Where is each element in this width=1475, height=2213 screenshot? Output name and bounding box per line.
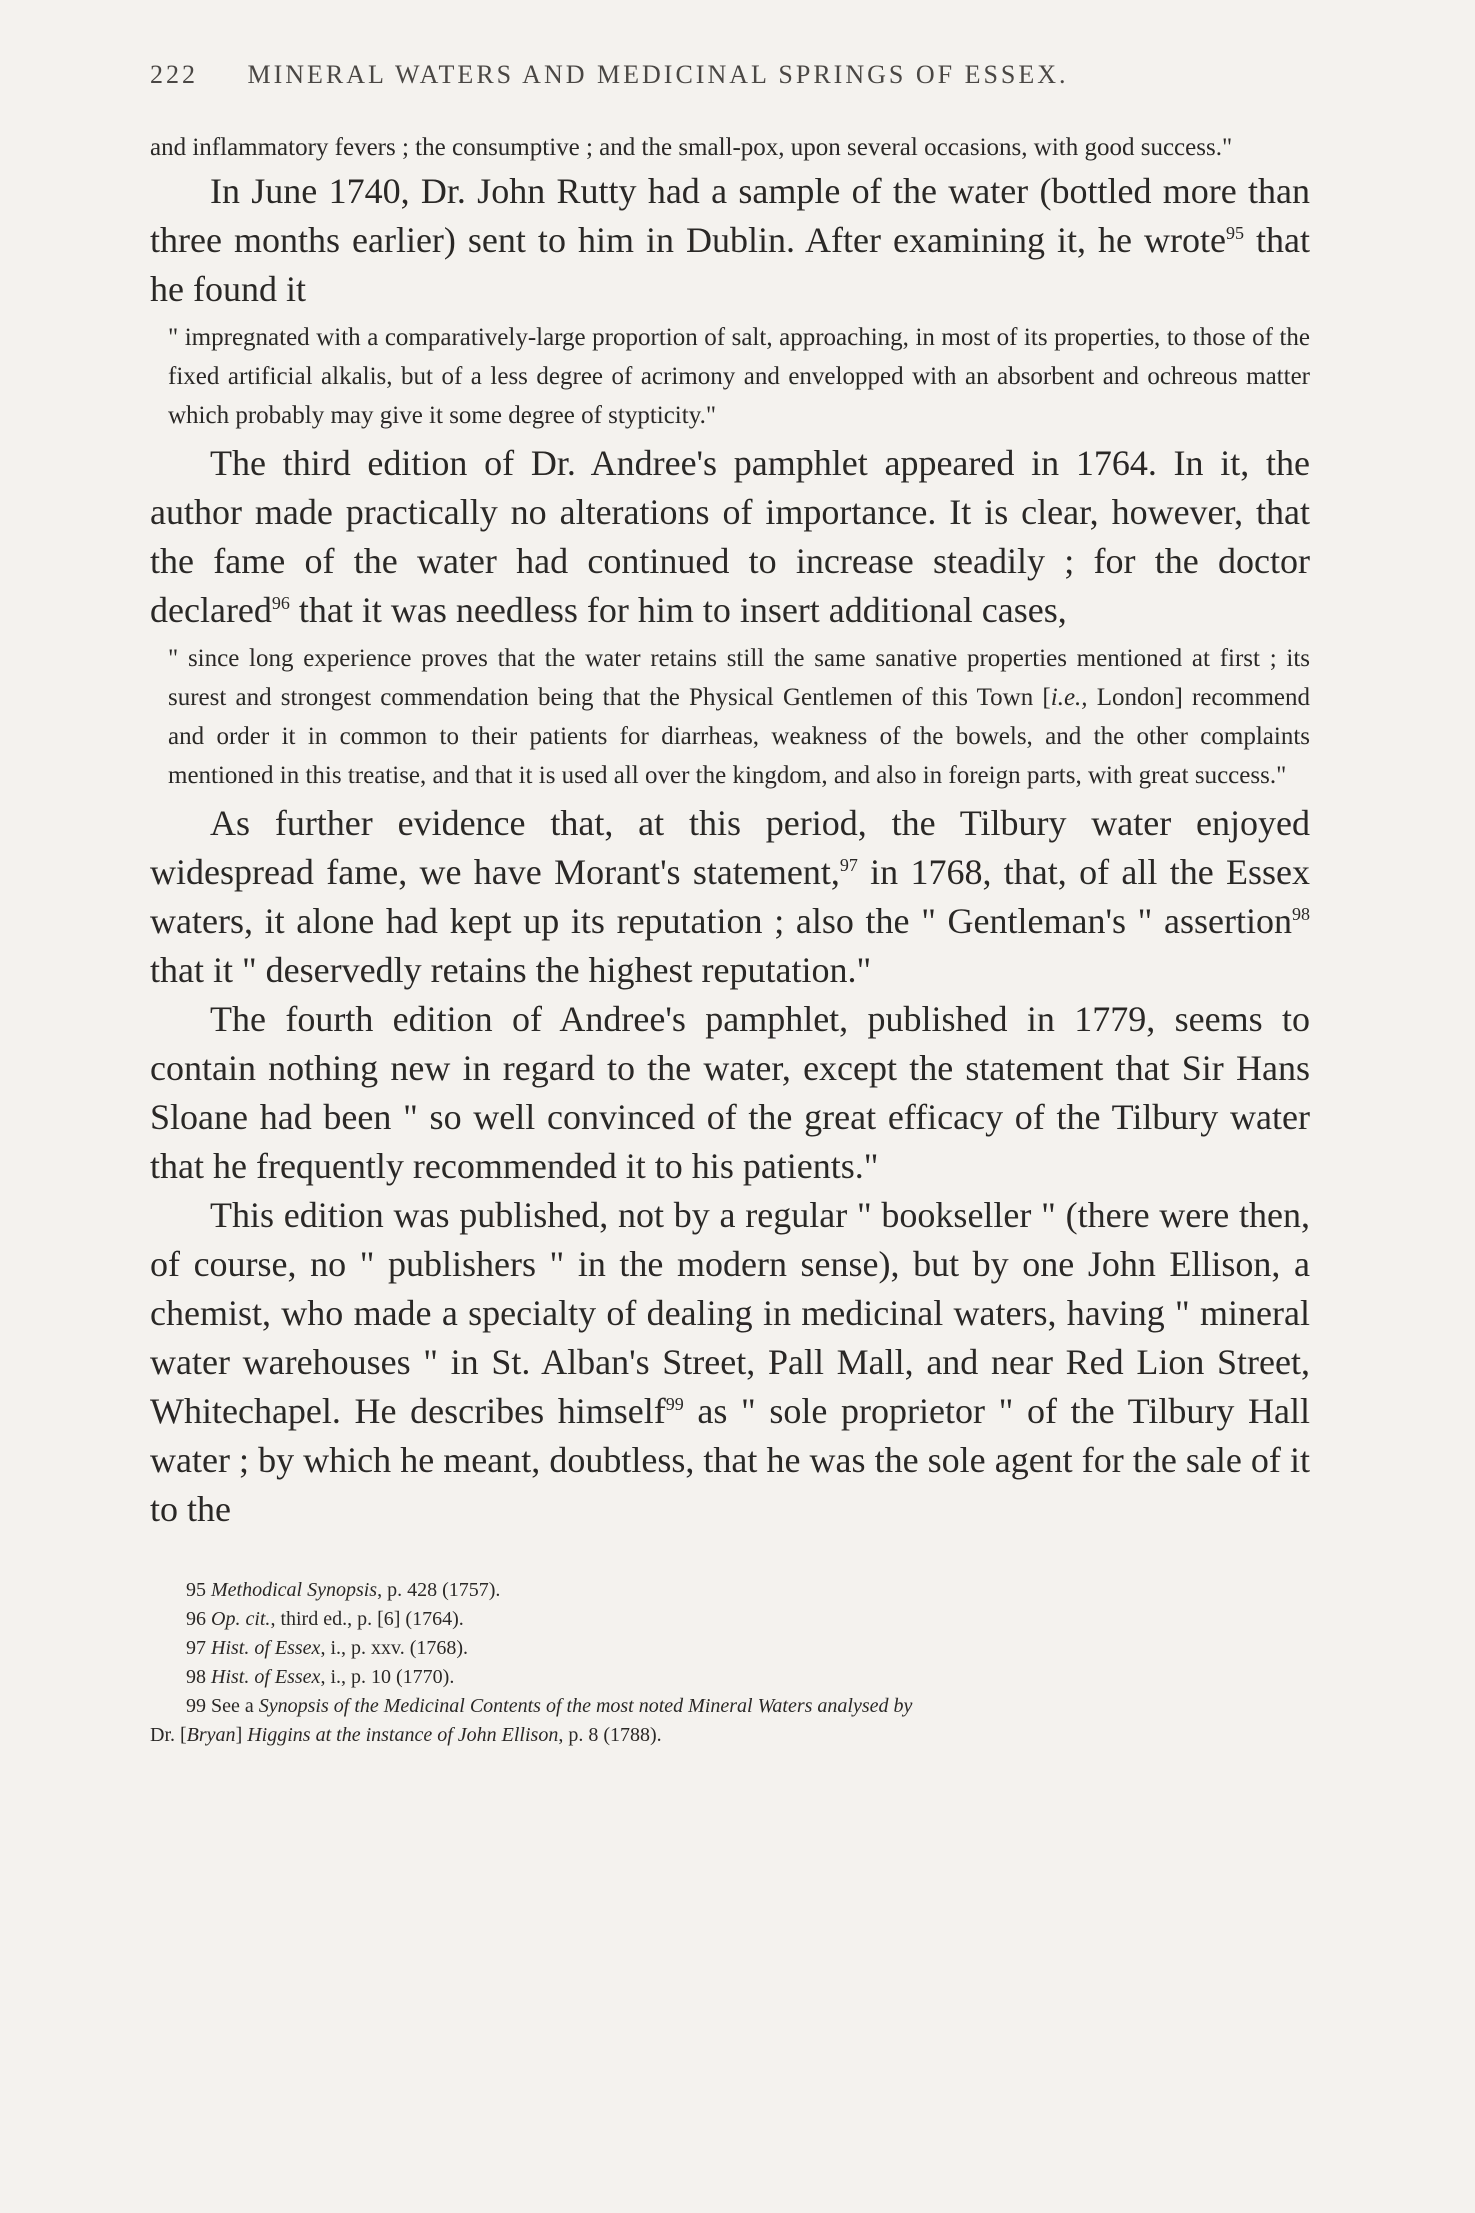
footnote-text: , i., p. 10 (1770). [320,1666,455,1688]
footnote-text: , i., p. xxv. (1768). [320,1637,469,1659]
paragraph-third-edition [150,439,1310,635]
running-header [150,60,1310,90]
footnotes [150,1576,1310,1750]
footnote-title: Synopsis of the Medicinal Contents of the most noted Mineral Waters analysed by [258,1695,913,1717]
running-title: MINERAL WATERS AND MEDICINAL SPRINGS OF ESSEX. [247,60,1069,89]
footnote-number: 97 [186,1637,206,1659]
footnote-number: 99 [186,1695,206,1717]
quote-text: " impregnated with a comparatively-large proportion of salt, approaching, in most of its properties, to those of the fixed artificial alkalis, but of a less degree of acrimony and envelopped with an absorbent and ochreous matter which probably may give it some degree of stypticity." [168,324,1310,429]
paragraph-text: that it was needless for him to insert additional cases, [289,590,1067,630]
paragraph-text: As further evidence that, at this period, the Tilbury water enjoyed widespread fame, we have Morant's statement, [150,803,1310,892]
paragraph-text: that he found it [150,220,1311,309]
paragraph-rutty [150,167,1310,314]
continued-quote-paragraph [150,128,1310,167]
footnote-text: Dr. [ [150,1724,187,1746]
footnote-title: Op. cit. [211,1608,271,1630]
footnote [186,1576,1310,1605]
quote-text: London] recommend and order it in common to their patients for diarrheas, weakness of the bowels, and the other complaints mentioned in this treatise, and that it is used all over the kingdom, and also in foreign parts, with great success." [168,684,1310,789]
quote-italic: i.e., [1050,684,1088,711]
footnote-text: , p. 428 (1757). [377,1579,501,1601]
paragraph-text: The third edition of Dr. Andree's pamphlet appeared in 1764. In it, the author made practically no alterations of importance. It is clear, however, that the fame of the water had continued to increase steadily ; for the doctor declared [150,443,1310,630]
footnote-ref: 96 [271,593,290,613]
footnote [186,1663,1310,1692]
footnote-text: , p. 8 (1788). [558,1724,662,1746]
paragraph-text: in 1768, that, of all the Essex waters, it alone had kept up its reputation ; also the " Gentleman's " assertion [150,852,1310,941]
footnote [150,1692,1310,1750]
footnote-number: 98 [186,1666,206,1688]
block-quote-andree [150,639,1310,795]
footnote-number: 95 [186,1579,206,1601]
paragraph-text: as " sole proprietor " of the Tilbury Hall water ; by which he meant, doubtless, that he was the sole agent for the sale of it to the [150,1391,1310,1529]
footnote-ref: 97 [839,855,858,875]
page-number: 222 [150,60,198,89]
book-page [150,60,1310,2180]
footnote-text: , third ed., p. [6] (1764). [270,1608,464,1630]
paragraph-further-evidence [150,799,1310,995]
footnote-title: Methodical Synopsis [211,1579,378,1601]
continued-quote-text: and inflammatory fevers ; the consumptive ; and the small-pox, upon several occasions, with good success." [150,134,1233,161]
footnote-title: Hist. of Essex [211,1637,321,1659]
paragraph-fourth-edition [150,995,1310,1191]
footnote [186,1605,1310,1634]
footnote [186,1634,1310,1663]
paragraph-text: In June 1740, Dr. John Rutty had a sample of the water (bottled more than three months earlier) sent to him in Dublin. After examining it, he wrote [150,171,1310,260]
footnote-text: ] [235,1724,248,1746]
block-quote-rutty [150,318,1310,435]
footnote-ref: 98 [1292,904,1310,924]
quote-text: " since long experience proves that the water retains still the same sanative properties mentioned at first ; its surest and strongest commendation being that the Physical Gentlemen of this Town [ [168,645,1310,711]
footnote-ref: 99 [665,1394,684,1414]
footnote-title: Hist. of Essex [211,1666,321,1688]
footnote-italic: Bryan [186,1724,236,1746]
paragraph-text: The fourth edition of Andree's pamphlet, published in 1779, seems to contain nothing new in regard to the water, except the statement that Sir Hans Sloane had been " so well convinced of the great efficacy of the Tilbury water that he frequently recommended it to his patients." [150,999,1310,1186]
footnote-ref: 95 [1226,223,1244,243]
footnote-continuation [150,1721,1310,1750]
footnote-title: Higgins at the instance of John Ellison [247,1724,559,1746]
paragraph-ellison [150,1191,1310,1534]
footnote-text: See a [211,1695,259,1717]
paragraph-text: that it " deservedly retains the highest reputation." [150,950,872,990]
paragraph-text: This edition was published, not by a regular " bookseller " (there were then, of course, no " publishers " in the modern sense), but by one John Ellison, a chemist, who made a specialty of dealing in medicinal waters, having " mineral water warehouses " in St. Alban's Street, Pall Mall, and near Red Lion Street, Whitechapel. He describes himself [150,1195,1310,1431]
footnote-number: 96 [186,1608,206,1630]
